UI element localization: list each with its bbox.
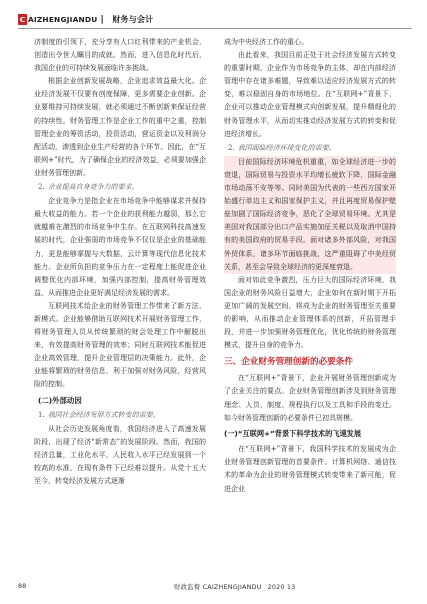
brand-separator-icon: ▎ xyxy=(101,15,108,24)
paragraph: 面对如此竞争激烈，压力巨大的国际经济环境，我国企业的财务风险日益增大，企业如何在新时期下开拓更加广阔的发展空间，将成为企业的财务管理至关重要的影响，从而推动企业管理体系的创新，开拓管理手段，并进一步加强财务管理优化，优化传统的财务管理模式，提升自身的竞争力。 xyxy=(224,275,396,350)
section-heading: 三、企业财务管理创新的必要条件 xyxy=(224,357,353,368)
left-column xyxy=(34,36,206,562)
paragraph: 企业竞争力是指企业在市场竞争中能够谋求并保持最大收益的能力。若一个企业的获利能力越弱，那么它就越难在激烈的市场竞争中生存。在互联网科技高速发展的时代，企业强弱的市场竞争不仅仅是企业的基础能力，更是能够掌握与大数据，云计算等现代信息化技术能力。企业所负担的竞争压力在一定程度上能促进企业调整优化内部环境，加强内部控制，提高财务管理效益，从而推进企业更好满足经济发展的需求。 xyxy=(34,197,206,297)
footer-issue: 2020 13 xyxy=(267,583,296,591)
paragraph: 根据企业创新发展战略，企业追求效益最大化。企业经济发展不仅要有创度保障，更多需要企业创新。企业要维持可持续发展，就必须通过不断创新来保证经营的持续性。财务管理工作是企业工作的重中之重，控制管理企业的筹资活动，投资活动，营运资金以及利润分配活动，渗透到企业生产经营的各个环节。因此，在“互联网+”时代，为了确保企业的经济效益，必须要加强企业财务管理创新。 xyxy=(34,77,206,177)
paragraph: 从社会历史发展角度看，我国经济进入了高速发展阶段，出现了经济“新常态”的发展阶段。然而，我国的经济总量，工业化水平，人民收入水平已经发展到一个较高的水准，在现有条件下已经难以提升。从党十五大至今，转变经济发展方式逐渐 xyxy=(34,424,206,486)
subsection-heading: (一)“互联网+”背景下科学技术的飞速发展 xyxy=(224,428,362,438)
page-header xyxy=(18,14,412,29)
paragraph: 在“互联网+”背景下，企业开展财务管理创新成为了企业关注的要点。企业财务管理创新涉及到财务管理理念、人员、制度、规程执行以及工具和手段的变迁。如今财务管理创新的必要条件已初具规模。 xyxy=(224,374,396,422)
sub-subheading: 2. 企业提高自身竞争力的要求。 xyxy=(38,183,139,192)
paragraph: 济制度的引领下，充分享有人口红利带来的产业机会，创造出令世人瞩目的成就。然而，进入信息化时代后，我国企业的可持续发展面临许多挑战。 xyxy=(34,38,206,73)
page-number: 88 xyxy=(18,582,27,590)
brand-name: AIZHENGJIANDU xyxy=(28,15,98,24)
sub-subheading: 2. 我国面临经济环境变化的需要。 xyxy=(228,143,336,152)
footer-journal: 财政监督 CAIZHENGJIANDU 2020 13 xyxy=(174,583,296,591)
paragraph: 在“互联网+”背景下，我国科学技术的发展成为企业财务管理创新管理的首要条件。计算机网络、通信技术的革命为企业的财务管理模式转变带来了新可能，促进企业 xyxy=(224,445,396,493)
paragraph: 互联网技术给企业的财务管理工作带来了新方法，新模式。企业能够借助互联网技术开展财务管理工作，将财务管理人员从传统繁琐的财会处理工作中解脱出来，有效提高财务管理的效率；同时互联网技术能促进企业高效管理，提升企业管理层的决策能力。此外，企业能将繁琐的财务信息，利于加强对财务风险，经营风险的控制。 xyxy=(34,301,206,389)
highlighted-paragraph: 目前国际经济环境危机重重，如全球经济进一步的衰退，国际贸易与投资水平均增长疲软下降，国际金融市场动荡不安等等。同时美国为代表的一些西方国家开始盛行单边主义和国家保护主义，并且再度贸易保护壁垒加剧了国际经济竞争，恶化了全球贸易环境。尤其是美国对我国部分出口产品实施加征关税以及取消中国持有的美国政府的贸易手段。面对诸多外部风险，对我国外贸体系，诸多环节面临挑战，这严重阻碍了中美经贸关系，甚至会导致全球经济的更深度衰退。 xyxy=(224,156,396,274)
page-footer xyxy=(0,582,427,594)
right-column xyxy=(224,36,396,562)
section-title: 财务与会计 xyxy=(112,15,154,24)
paragraph: 由此看来，我国目前正处于社会经济发展方式转变的重要时期，企业作为市场竞争的主体，却在内部经济管理中存在诸多难题，导致难以适应经济发展方式的转变，难以稳固自身的市场地位。在“互联网+”背景下，企业可以推动企业管理模式向创新发展，提升精细化的财务管理水平，从而切实推动经济发展方式的转变和促进经济增长。 xyxy=(224,51,396,138)
subheading: (二)外部动因 xyxy=(38,395,82,405)
paragraph: 成为中央经济工作的重心。 xyxy=(224,38,308,46)
sub-subheading: 1. 我国社会经济发展方式转变的需要。 xyxy=(38,410,160,419)
journal-brand xyxy=(18,14,153,26)
brand-initial: C xyxy=(19,15,26,24)
